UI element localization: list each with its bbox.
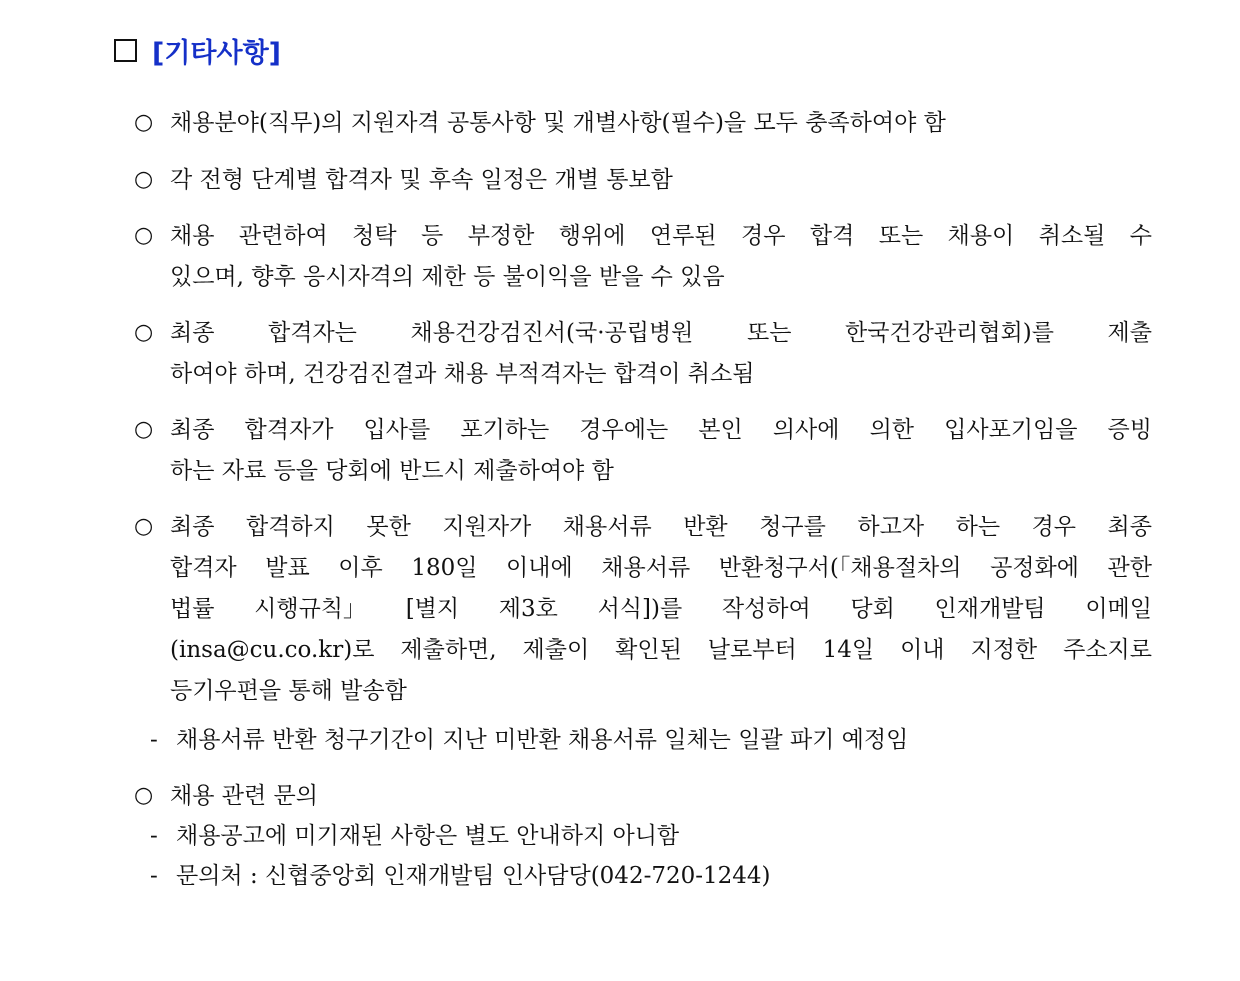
- item-line: 등기우편을 통해 발송함: [170, 678, 407, 704]
- item-line: 채용 관련 문의: [170, 783, 318, 809]
- item-line: 법률 시행규칙」 [별지 제3호 서식])를 작성하여 당회 인재개발팀 이메일: [170, 596, 1152, 622]
- item-line: 최종 합격하지 못한 지원자가 채용서류 반환 청구를 하고자 하는 경우 최종: [170, 514, 1152, 540]
- bullet-circle-icon: ○: [134, 110, 154, 135]
- section-title: [기타사항]: [152, 37, 282, 69]
- sub-item-return-note: [150, 720, 908, 760]
- empty-checkbox-icon: [114, 39, 137, 62]
- sub-item-inquiry-note: [150, 816, 679, 856]
- bullet-circle-icon: ○: [134, 320, 154, 345]
- item-line: 합격자 발표 이후 180일 이내에 채용서류 반환청구서(「채용절차의 공정화에 관한: [170, 555, 1152, 581]
- sub-item-text: 문의처 : 신협중앙회 인재개발팀 인사담당(042-720-1244): [176, 863, 771, 889]
- dash-bullet: -: [150, 863, 158, 889]
- item-line: 최종 합격자는 채용건강검진서(국·공립병원 또는 한국건강관리협회)를 제출: [170, 320, 1152, 346]
- section-heading: [114, 28, 281, 72]
- item-line: (insa@cu.co.kr)로 제출하면, 제출이 확인된 날로부터 14일 이내 지정한 주소지로: [170, 637, 1152, 663]
- item-line: 채용 관련하여 청탁 등 부정한 행위에 연루된 경우 합격 또는 채용이 취소될 수: [170, 223, 1152, 249]
- item-text: [170, 410, 1152, 492]
- bullet-circle-icon: ○: [134, 223, 154, 248]
- item-line: 최종 합격자가 입사를 포기하는 경우에는 본인 의사에 의한 입사포기임을 증빙: [170, 417, 1152, 443]
- item-text: [170, 507, 1152, 712]
- item-text: [170, 216, 1152, 298]
- dash-bullet: -: [150, 727, 158, 753]
- item-text: [170, 103, 1152, 144]
- item-line: 하여야 하며, 건강검진결과 채용 부적격자는 합격이 취소됨: [170, 361, 755, 387]
- item-line: 있으며, 향후 응시자격의 제한 등 불이익을 받을 수 있음: [170, 264, 725, 290]
- bullet-circle-icon: ○: [134, 167, 154, 192]
- bullet-circle-icon: ○: [134, 417, 154, 442]
- bullet-circle-icon: ○: [134, 514, 154, 539]
- item-text: [170, 776, 1152, 817]
- dash-bullet: -: [150, 823, 158, 849]
- item-line: 채용분야(직무)의 지원자격 공통사항 및 개별사항(필수)을 모두 충족하여야 함: [170, 110, 946, 136]
- item-line: 하는 자료 등을 당회에 반드시 제출하여야 함: [170, 458, 614, 484]
- item-text: [170, 160, 1152, 201]
- sub-item-contact: [150, 856, 771, 896]
- item-line: 각 전형 단계별 합격자 및 후속 일정은 개별 통보함: [170, 167, 673, 193]
- sub-item-text: 채용서류 반환 청구기간이 지난 미반환 채용서류 일체는 일괄 파기 예정임: [176, 727, 909, 753]
- bullet-circle-icon: ○: [134, 783, 154, 808]
- sub-item-text: 채용공고에 미기재된 사항은 별도 안내하지 아니함: [176, 823, 680, 849]
- item-text: [170, 313, 1152, 395]
